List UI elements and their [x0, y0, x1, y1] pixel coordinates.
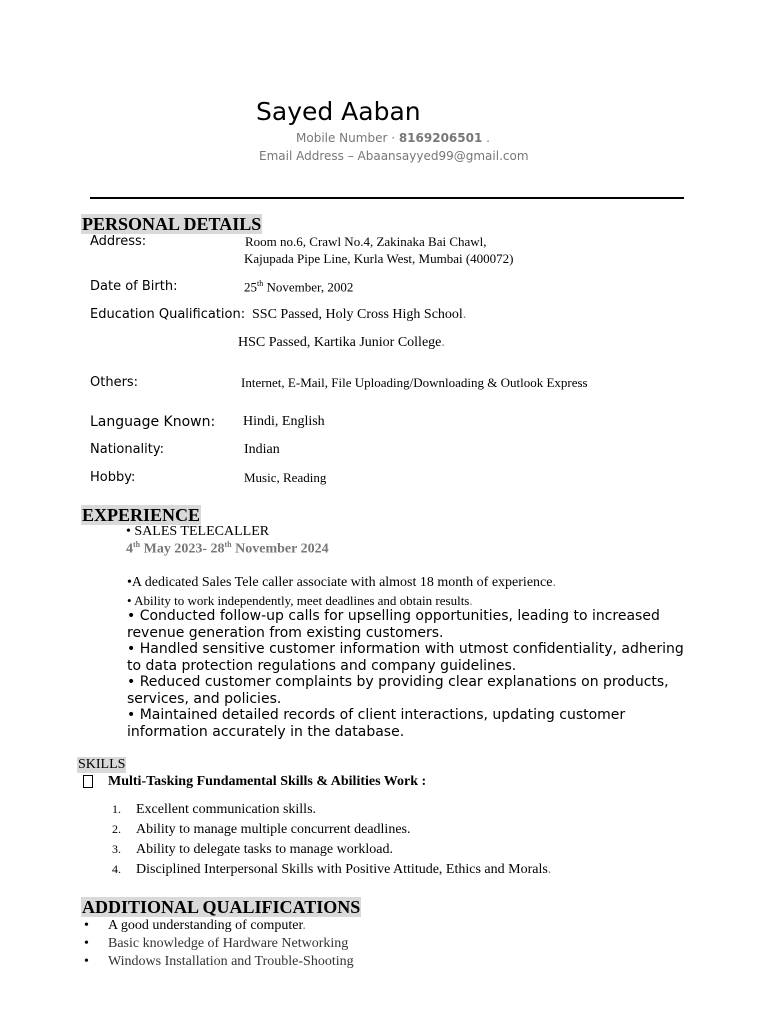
education-value-2: HSC Passed, Kartika Junior College. — [238, 335, 445, 350]
mobile-line — [296, 131, 490, 145]
exp-line6a: • Maintained detailed records of client interactions, updating customer — [127, 707, 626, 723]
list-item — [112, 822, 551, 842]
exp-line2-text: • Ability to work independently, meet deadlines and obtain results — [127, 593, 470, 608]
hobby-label: Hobby: — [90, 470, 136, 485]
list-item — [84, 935, 354, 953]
date-b: May 2023- 28 — [140, 541, 225, 557]
list-item — [84, 953, 354, 971]
list-item: • A good understanding of computer. — [84, 918, 306, 933]
item-text: Excellent communication skills. — [136, 802, 317, 817]
list-item — [112, 802, 551, 822]
hsc-text: HSC Passed, Kartika Junior College — [238, 335, 442, 350]
others-value: Internet, E-Mail, File Uploading/Downloading & Outlook Express — [241, 375, 588, 390]
skills-list — [112, 802, 551, 882]
exp-line4a: • Handled sensitive customer information with utmost confidentiality, adhering — [127, 641, 684, 657]
exp-line1-text: •A dedicated Sales Tele caller associate with almost 18 month of experience — [127, 575, 553, 590]
ssc-text: SSC Passed, Holy Cross High School — [252, 307, 463, 322]
exp-line3a: • Conducted follow-up calls for upselling opportunities, leading to increased — [127, 608, 660, 624]
bullet-icon: • — [84, 918, 89, 933]
education-value-1: SSC Passed, Holy Cross High School. — [252, 307, 467, 322]
skills-heading: SKILLS — [78, 757, 126, 772]
email-line: Email Address – Abaansayyed99@gmail.com — [259, 149, 529, 163]
exp-line4b: to data protection regulations and company guidelines. — [127, 657, 517, 674]
mobile-value: 8169206501 — [398, 131, 483, 145]
education-label: Education Qualification: — [90, 307, 246, 322]
date-a: 4 — [126, 541, 133, 557]
date-c: November 2024 — [231, 541, 329, 557]
dob-rest: November, 2002 — [263, 279, 354, 295]
item-num: 2. — [112, 822, 121, 836]
item-text: Ability to delegate tasks to manage workload. — [136, 842, 393, 857]
others-label: Others: — [90, 375, 139, 390]
item-text: Disciplined Interpersonal Skills with Positive Attitude, Ethics and Morals — [136, 862, 548, 877]
exp-line5b: services, and policies. — [127, 690, 282, 707]
hobby-value: Music, Reading — [244, 470, 327, 485]
exp-line5a: • Reduced customer complaints by providing clear explanations on products, — [127, 674, 669, 690]
list-item — [112, 842, 551, 862]
item-num: 1. — [112, 802, 121, 816]
mobile-suffix: . — [482, 131, 490, 145]
bullet-icon: • — [84, 954, 89, 969]
item-text: Ability to manage multiple concurrent deadlines. — [136, 822, 411, 837]
nationality-label: Nationality: — [90, 442, 165, 457]
checkbox-icon — [83, 775, 93, 788]
item-num: 4. — [112, 862, 121, 876]
item-num: 3. — [112, 842, 121, 856]
dob-day: 25 — [244, 279, 257, 295]
additional-list — [84, 917, 354, 971]
item-text: A good understanding of computer — [108, 918, 303, 933]
additional-qualifications-heading: ADDITIONAL QUALIFICATIONS — [82, 897, 361, 917]
personal-details-heading: PERSONAL DETAILS — [82, 214, 262, 234]
experience-block-3 — [127, 608, 684, 740]
header-divider — [90, 197, 684, 199]
list-item: 4. Disciplined Interpersonal Skills with Positive Attitude, Ethics and Morals. — [112, 862, 552, 877]
exp-line6b: information accurately in the database. — [127, 723, 405, 740]
date-b-sup: th — [224, 540, 232, 549]
date-a-sup: th — [133, 540, 141, 549]
bullet-icon: • — [84, 936, 89, 951]
experience-line-2: • Ability to work independently, meet deadlines and obtain results. — [127, 593, 473, 608]
dob-label: Date of Birth: — [90, 279, 178, 294]
experience-dates — [126, 540, 329, 558]
experience-heading: EXPERIENCE — [82, 505, 201, 525]
experience-role: • SALES TELECALLER — [126, 524, 270, 539]
experience-line-1: •A dedicated Sales Tele caller associate with almost 18 month of experience. — [127, 575, 556, 590]
item-text: Basic knowledge of Hardware Networking — [108, 936, 349, 951]
dob-value — [244, 279, 353, 295]
dob-sup: th — [257, 279, 264, 288]
resume-name: Sayed Aaban — [256, 97, 421, 126]
mobile-label: Mobile Number · — [296, 131, 399, 145]
nationality-value: Indian — [244, 442, 280, 457]
exp-line3b: revenue generation from existing customers. — [127, 624, 444, 641]
address-line-2: Kajupada Pipe Line, Kurla West, Mumbai (400072) — [244, 251, 514, 266]
language-label: Language Known: — [90, 414, 216, 430]
language-value: Hindi, English — [243, 414, 325, 429]
address-line-1: Room no.6, Crawl No.4, Zakinaka Bai Chawl, — [245, 234, 487, 249]
item-text: Windows Installation and Trouble-Shooting — [108, 954, 354, 969]
address-label: Address: — [90, 234, 147, 249]
skills-subheading: Multi-Tasking Fundamental Skills & Abilities Work : — [108, 774, 427, 789]
